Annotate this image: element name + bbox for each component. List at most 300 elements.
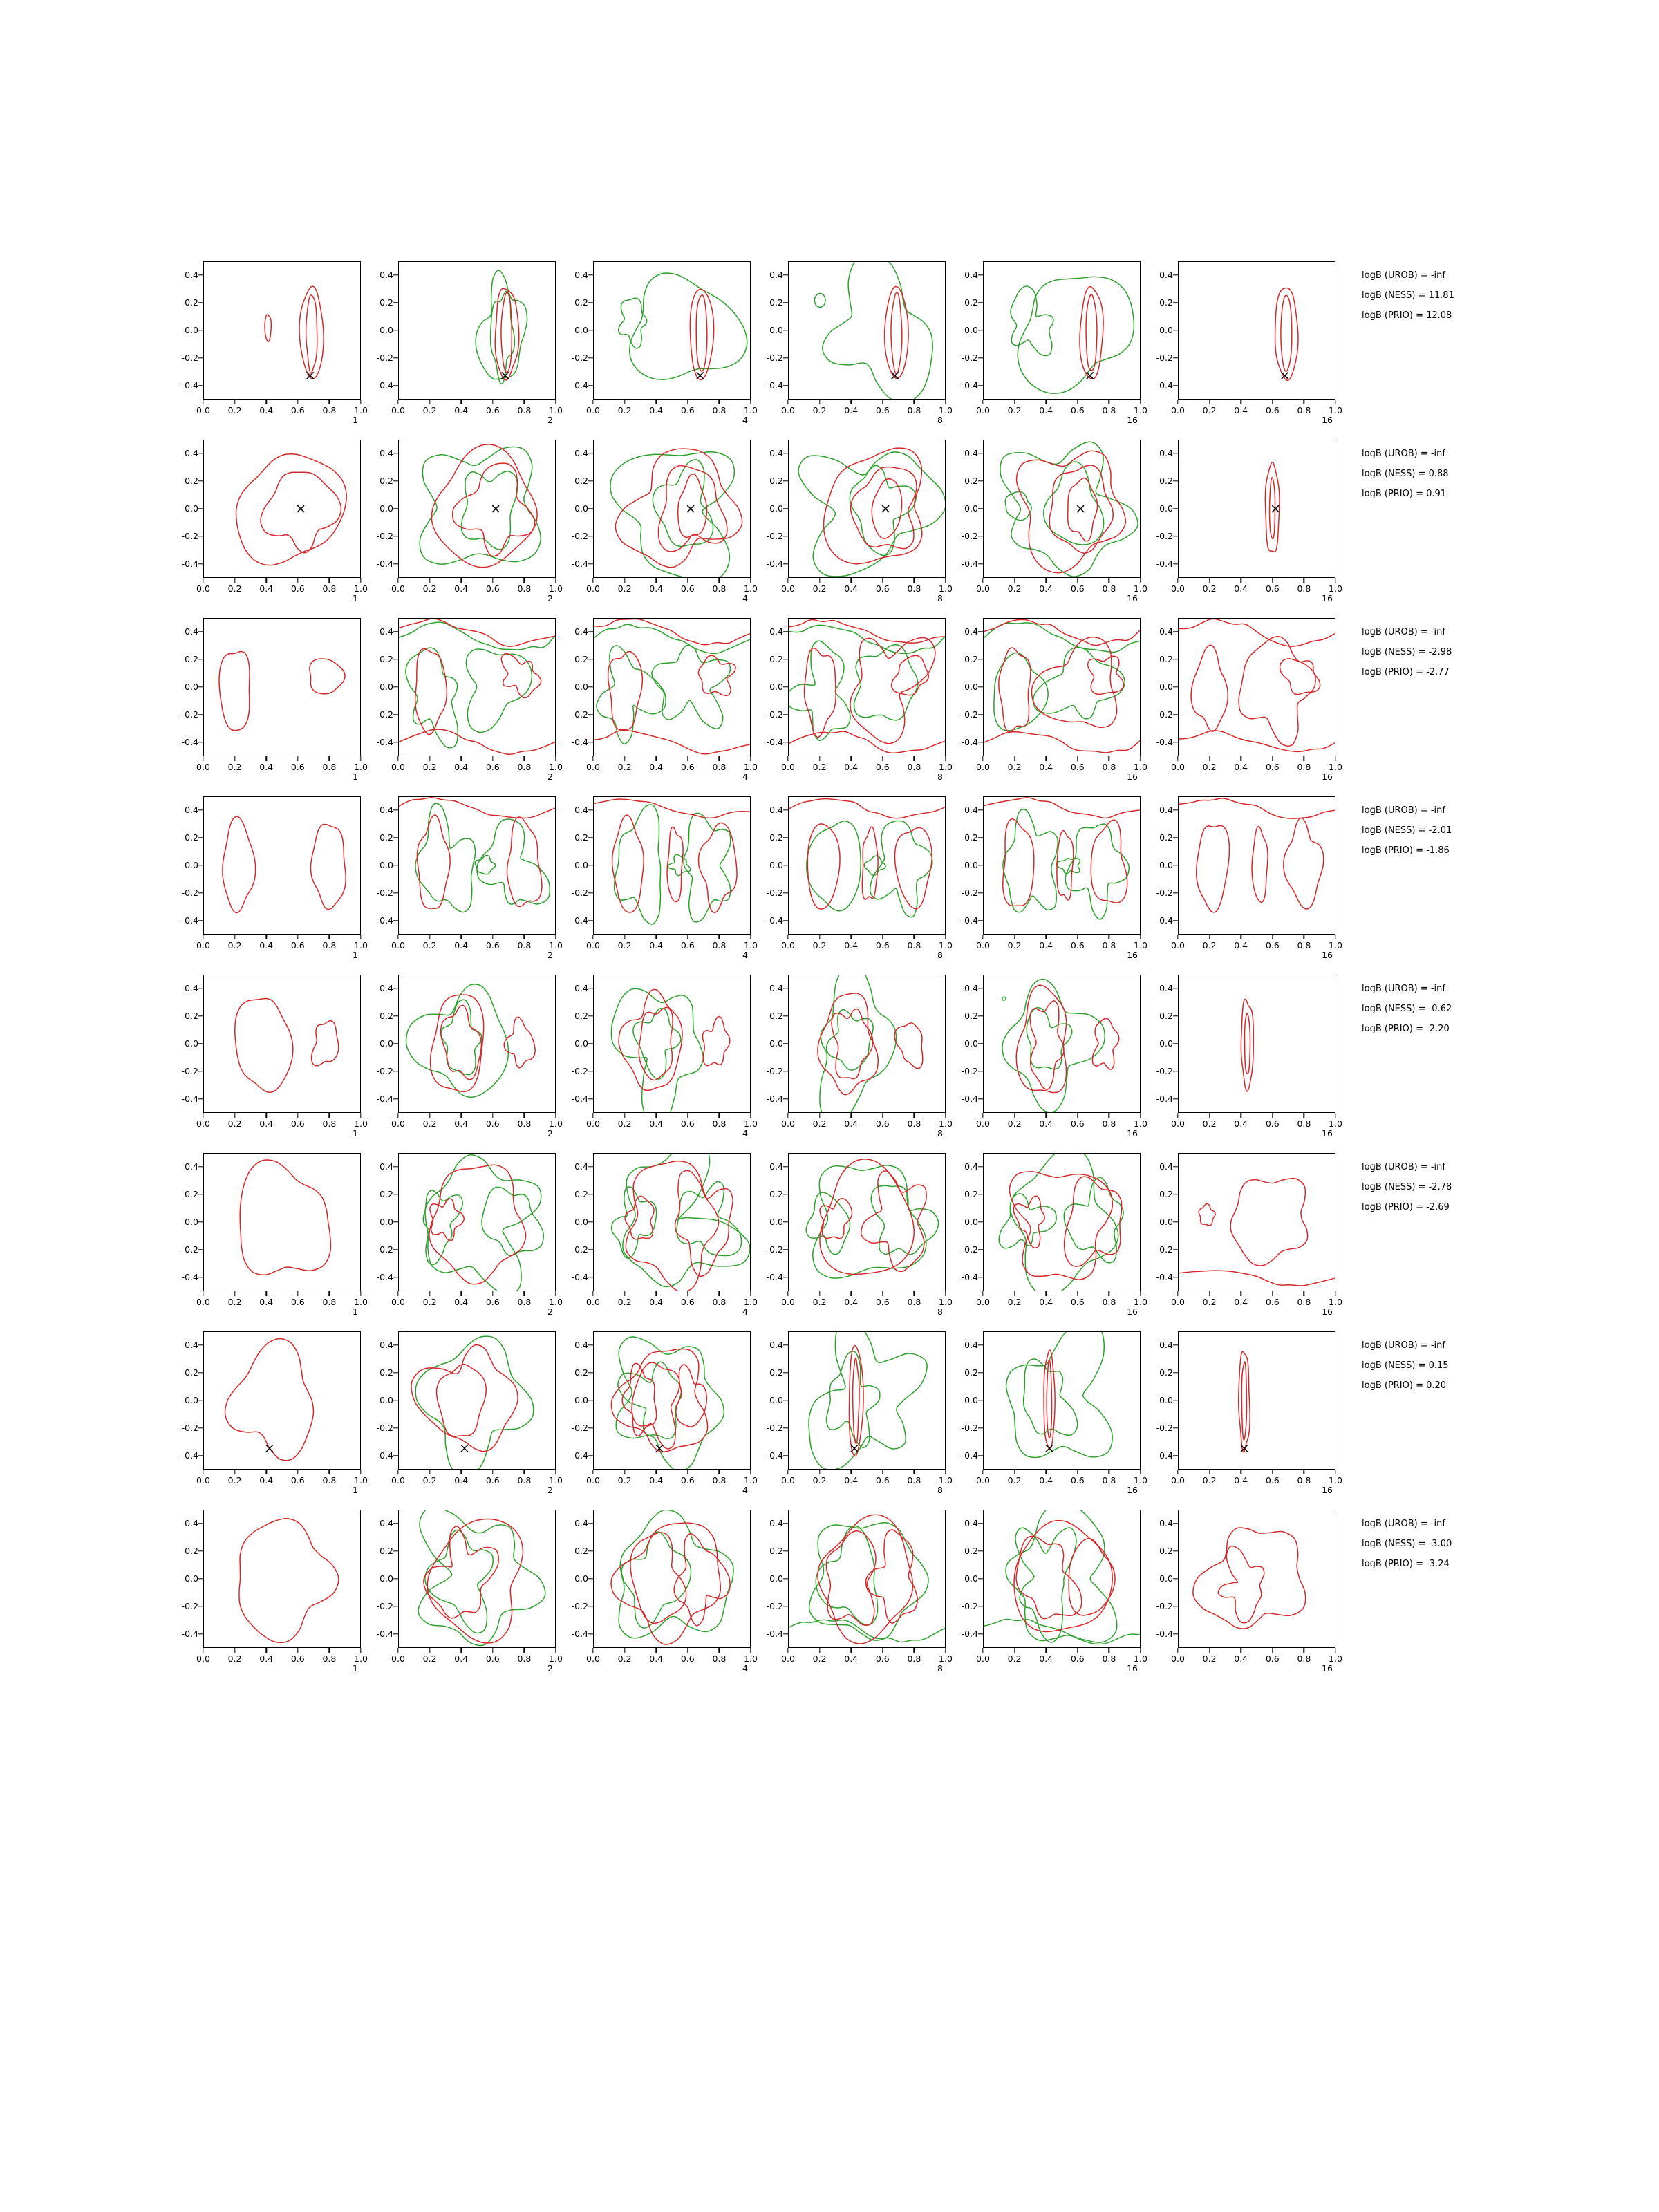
- panel-axes: [788, 261, 946, 400]
- x-tick-mark: [687, 935, 688, 939]
- x-tick-label: 0.8: [517, 1475, 532, 1485]
- y-tick-label: 0.0: [379, 1038, 393, 1049]
- y-tick-label: -0.4: [181, 558, 198, 569]
- red-contour: [594, 619, 750, 644]
- x-tick-label: 0.2: [1202, 762, 1217, 772]
- x-tick-mark: [914, 756, 915, 761]
- row-annotation-block: [1362, 806, 1452, 866]
- x-tick-label: 0.0: [1171, 1475, 1185, 1485]
- x-tick-mark: [592, 400, 593, 404]
- y-tick-label: 0.4: [1159, 447, 1173, 458]
- x-tick-label: 0.2: [617, 583, 632, 594]
- y-tick-label: -0.4: [766, 1450, 783, 1461]
- x-tick-label: 0.0: [196, 1297, 210, 1307]
- x-tick-label: 0.8: [1297, 940, 1311, 950]
- x-tick-mark: [360, 1648, 361, 1653]
- y-tick-mark: [978, 1427, 983, 1428]
- x-tick-label: 0.2: [1202, 583, 1217, 594]
- green-contour: [461, 471, 517, 550]
- x-tick-label: 1.0: [354, 1118, 368, 1129]
- panel-count-label: 16: [1127, 1127, 1138, 1138]
- y-tick-label: 0.2: [574, 297, 588, 308]
- green-contour: [814, 293, 825, 307]
- x-tick-mark: [1272, 1113, 1273, 1118]
- panel-count-label: 2: [547, 1484, 553, 1495]
- x-tick-mark: [1240, 1291, 1241, 1296]
- row-annotation-block: [1362, 1341, 1449, 1401]
- panel-count-label: 1: [353, 949, 358, 960]
- y-tick-mark: [783, 508, 788, 509]
- x-tick-label: 0.0: [976, 1297, 990, 1307]
- y-tick-mark: [198, 920, 203, 921]
- x-tick-mark: [1177, 1470, 1178, 1474]
- y-tick-label: 0.4: [379, 626, 393, 637]
- y-tick-mark: [978, 837, 983, 838]
- y-tick-label: 0.0: [1159, 1038, 1173, 1049]
- x-tick-mark: [1240, 935, 1241, 939]
- y-tick-mark: [198, 1015, 203, 1016]
- x-tick-mark: [882, 400, 883, 404]
- log-bayes-factor-text: logB (NESS) = -2.78: [1362, 1182, 1452, 1192]
- x-tick-label: 1.0: [939, 405, 953, 415]
- x-tick-mark: [429, 1113, 430, 1118]
- green-contour: [618, 1362, 681, 1438]
- panel-axes: [1178, 796, 1335, 935]
- green-contour: [418, 1510, 545, 1645]
- y-tick-mark: [198, 809, 203, 810]
- log-bayes-factor-text: logB (PRIO) = 12.08: [1362, 310, 1452, 321]
- red-contour: [612, 815, 644, 912]
- x-tick-label: 0.4: [259, 1653, 274, 1664]
- x-tick-mark: [1077, 578, 1078, 583]
- x-tick-label: 0.8: [322, 762, 337, 772]
- x-tick-label: 0.4: [1234, 583, 1248, 594]
- x-tick-label: 0.0: [781, 1297, 795, 1307]
- x-tick-mark: [555, 756, 556, 761]
- x-tick-mark: [234, 1113, 235, 1118]
- y-tick-label: 0.0: [964, 1573, 978, 1584]
- x-tick-mark: [429, 1291, 430, 1296]
- panel-axes: [593, 1153, 751, 1291]
- y-tick-mark: [783, 920, 788, 921]
- x-tick-label: 0.8: [907, 1118, 921, 1129]
- panel-axes: [203, 618, 361, 756]
- x-tick-mark: [982, 1113, 983, 1118]
- x-tick-label: 1.0: [1329, 1475, 1342, 1485]
- y-tick-mark: [978, 1633, 983, 1634]
- x-tick-label: 0.6: [680, 1653, 695, 1664]
- x-tick-label: 0.6: [680, 1475, 695, 1485]
- x-tick-mark: [882, 1470, 883, 1474]
- y-tick-mark: [393, 1455, 398, 1456]
- red-contour: [1080, 287, 1103, 379]
- x-tick-label: 1.0: [1134, 1118, 1147, 1129]
- red-contour: [699, 823, 737, 912]
- x-tick-mark: [719, 1291, 720, 1296]
- contour-panel: [1147, 791, 1342, 969]
- panel-axes: [398, 975, 556, 1113]
- y-tick-label: 0.4: [185, 982, 198, 993]
- x-tick-mark: [492, 1648, 493, 1653]
- y-tick-label: -0.4: [961, 1093, 978, 1104]
- x-tick-mark: [460, 1470, 461, 1474]
- x-tick-mark: [1140, 756, 1141, 761]
- y-tick-mark: [588, 1633, 593, 1634]
- y-tick-label: 0.2: [964, 297, 978, 308]
- x-tick-label: 1.0: [939, 940, 953, 950]
- x-tick-mark: [719, 400, 720, 404]
- y-tick-mark: [1173, 1523, 1178, 1524]
- x-tick-label: 0.4: [649, 940, 664, 950]
- y-tick-label: -0.4: [181, 1271, 198, 1282]
- panel-count-label: 2: [547, 1127, 553, 1138]
- y-tick-label: 0.4: [185, 447, 198, 458]
- panel-axes: [398, 1510, 556, 1648]
- y-tick-label: 0.4: [1159, 1339, 1173, 1350]
- x-tick-label: 0.0: [391, 583, 405, 594]
- y-tick-mark: [393, 686, 398, 687]
- panel-axes: [788, 1331, 946, 1470]
- red-contour: [1057, 831, 1074, 900]
- x-tick-label: 1.0: [549, 1653, 563, 1664]
- truth-marker-x: [297, 505, 304, 512]
- y-tick-mark: [1173, 563, 1178, 564]
- y-tick-label: 0.0: [185, 1216, 198, 1227]
- x-tick-mark: [592, 1291, 593, 1296]
- x-tick-label: 0.0: [391, 405, 405, 415]
- x-tick-label: 0.4: [649, 583, 664, 594]
- x-tick-mark: [1209, 756, 1210, 761]
- contour-panel: [758, 1326, 953, 1504]
- y-tick-mark: [783, 1578, 788, 1579]
- y-tick-label: -0.2: [571, 709, 588, 720]
- x-tick-label: 1.0: [1329, 1118, 1342, 1129]
- y-tick-mark: [978, 892, 983, 893]
- x-tick-label: 0.4: [844, 405, 859, 415]
- x-tick-label: 0.4: [1234, 1475, 1248, 1485]
- y-tick-mark: [198, 480, 203, 481]
- y-tick-label: 0.0: [769, 1038, 783, 1049]
- panel-axes: [983, 975, 1141, 1113]
- x-tick-label: 0.2: [617, 762, 632, 772]
- contour-panel: [1147, 434, 1342, 612]
- x-tick-mark: [329, 1291, 330, 1296]
- x-tick-mark: [1209, 1113, 1210, 1118]
- y-tick-mark: [783, 1372, 788, 1373]
- green-contour: [668, 854, 690, 875]
- panel-axes: [593, 1510, 751, 1648]
- x-tick-mark: [524, 1113, 525, 1118]
- y-tick-label: -0.4: [766, 379, 783, 391]
- row-annotation-block: [1362, 984, 1452, 1044]
- x-tick-mark: [945, 935, 946, 939]
- x-tick-mark: [460, 578, 461, 583]
- x-tick-mark: [1177, 400, 1178, 404]
- x-tick-mark: [719, 1470, 720, 1474]
- y-tick-mark: [783, 1455, 788, 1456]
- x-tick-mark: [555, 1470, 556, 1474]
- panel-count-label: 2: [547, 1662, 553, 1674]
- x-tick-mark: [1177, 756, 1178, 761]
- contour-panel: [953, 434, 1147, 612]
- x-tick-label: 0.8: [907, 405, 921, 415]
- y-tick-mark: [198, 1372, 203, 1373]
- x-tick-mark: [492, 400, 493, 404]
- x-tick-label: 0.6: [485, 1118, 500, 1129]
- y-tick-label: -0.2: [181, 1065, 198, 1076]
- x-tick-label: 0.8: [322, 1297, 337, 1307]
- panel-axes: [398, 1153, 556, 1291]
- y-tick-label: 0.4: [964, 447, 978, 458]
- contour-panel: [368, 1504, 563, 1683]
- x-tick-label: 0.6: [1070, 940, 1085, 950]
- x-tick-mark: [687, 1113, 688, 1118]
- x-tick-label: 0.0: [391, 1118, 405, 1129]
- y-tick-mark: [783, 1344, 788, 1345]
- panel-count-label: 4: [742, 1306, 748, 1317]
- x-tick-mark: [1140, 1291, 1141, 1296]
- x-tick-label: 0.2: [227, 940, 242, 950]
- panel-count-label: 8: [937, 1662, 943, 1674]
- x-tick-label: 0.8: [517, 405, 532, 415]
- x-tick-mark: [655, 1648, 656, 1653]
- x-tick-label: 0.6: [1070, 1297, 1085, 1307]
- x-tick-mark: [492, 1470, 493, 1474]
- y-tick-mark: [588, 686, 593, 687]
- y-tick-label: -0.2: [376, 1600, 393, 1611]
- panel-axes: [593, 440, 751, 578]
- y-tick-label: -0.4: [961, 379, 978, 391]
- y-tick-label: -0.2: [181, 352, 198, 363]
- y-tick-mark: [1173, 686, 1178, 687]
- x-tick-mark: [265, 1291, 266, 1296]
- x-tick-mark: [397, 935, 398, 939]
- x-tick-label: 0.4: [1039, 1297, 1053, 1307]
- y-tick-label: 0.2: [185, 653, 198, 664]
- x-tick-label: 0.8: [907, 583, 921, 594]
- x-tick-mark: [655, 756, 656, 761]
- x-tick-mark: [1045, 578, 1046, 583]
- red-contour: [894, 1023, 923, 1069]
- y-tick-mark: [1173, 714, 1178, 715]
- x-tick-label: 0.8: [322, 583, 337, 594]
- red-contour: [1017, 451, 1126, 572]
- y-tick-label: 0.2: [1159, 653, 1173, 664]
- red-contour: [789, 620, 945, 644]
- x-tick-mark: [1140, 935, 1141, 939]
- y-tick-mark: [588, 892, 593, 893]
- red-contour: [431, 995, 484, 1091]
- x-tick-label: 0.6: [1265, 762, 1280, 772]
- y-tick-mark: [978, 1043, 983, 1044]
- x-tick-mark: [1014, 756, 1015, 761]
- y-tick-label: 0.0: [964, 1216, 978, 1227]
- y-tick-mark: [588, 1043, 593, 1044]
- x-tick-label: 0.0: [1171, 940, 1185, 950]
- y-tick-label: -0.2: [181, 1422, 198, 1433]
- red-contour: [674, 1534, 730, 1626]
- x-tick-label: 0.4: [454, 1653, 469, 1664]
- y-tick-mark: [978, 302, 983, 303]
- x-tick-label: 0.8: [517, 762, 532, 772]
- x-tick-label: 0.2: [227, 1653, 242, 1664]
- x-tick-label: 0.0: [586, 583, 600, 594]
- red-contour: [594, 799, 750, 818]
- y-tick-label: -0.4: [766, 558, 783, 569]
- y-tick-label: -0.4: [1156, 558, 1173, 569]
- red-contour: [1241, 1362, 1246, 1440]
- contour-panel: [953, 612, 1147, 791]
- y-tick-mark: [1173, 357, 1178, 358]
- x-tick-label: 0.2: [422, 762, 437, 772]
- x-tick-label: 0.8: [907, 1475, 921, 1485]
- y-tick-mark: [1173, 1166, 1178, 1167]
- y-tick-label: -0.2: [181, 887, 198, 898]
- x-tick-mark: [655, 935, 656, 939]
- y-tick-label: 0.2: [185, 475, 198, 486]
- x-tick-label: 0.8: [517, 583, 532, 594]
- x-tick-label: 1.0: [744, 1653, 758, 1664]
- contour-panel: [368, 612, 563, 791]
- y-tick-mark: [783, 1427, 788, 1428]
- y-tick-mark: [393, 563, 398, 564]
- y-tick-label: -0.2: [1156, 1065, 1173, 1076]
- x-tick-label: 1.0: [549, 583, 563, 594]
- red-contour: [696, 295, 707, 371]
- y-tick-mark: [1173, 1550, 1178, 1551]
- log-bayes-factor-text: logB (NESS) = -2.98: [1362, 647, 1452, 657]
- y-tick-label: -0.4: [376, 379, 393, 391]
- y-tick-label: 0.4: [1159, 982, 1173, 993]
- y-tick-label: -0.2: [376, 352, 393, 363]
- panel-count-label: 16: [1322, 1484, 1333, 1495]
- y-tick-label: -0.2: [571, 1065, 588, 1076]
- log-bayes-factor-text: logB (UROB) = -inf: [1362, 1519, 1445, 1529]
- y-tick-label: -0.4: [571, 736, 588, 747]
- x-tick-label: 0.6: [1265, 1297, 1280, 1307]
- x-tick-label: 0.0: [196, 405, 210, 415]
- panel-axes: [788, 796, 946, 935]
- red-contour: [690, 290, 713, 380]
- y-tick-mark: [978, 480, 983, 481]
- green-contour: [1003, 809, 1058, 912]
- x-tick-label: 0.0: [196, 1653, 210, 1664]
- y-tick-mark: [393, 357, 398, 358]
- x-tick-label: 0.4: [844, 1475, 859, 1485]
- y-tick-label: -0.2: [961, 1600, 978, 1611]
- x-tick-label: 0.2: [227, 583, 242, 594]
- y-tick-label: -0.4: [1156, 379, 1173, 391]
- y-tick-label: 0.2: [379, 1010, 393, 1021]
- x-tick-mark: [429, 756, 430, 761]
- y-tick-mark: [978, 686, 983, 687]
- x-tick-mark: [819, 578, 820, 583]
- red-contour: [312, 1021, 339, 1066]
- y-tick-label: 0.2: [379, 475, 393, 486]
- contour-panel: [563, 969, 758, 1147]
- y-tick-label: 0.0: [379, 859, 393, 870]
- y-tick-mark: [1173, 1578, 1178, 1579]
- green-contour: [984, 623, 1140, 653]
- x-tick-label: 0.6: [875, 1297, 890, 1307]
- x-tick-mark: [624, 1291, 625, 1296]
- x-tick-label: 0.6: [1070, 1475, 1085, 1485]
- y-tick-mark: [198, 385, 203, 386]
- contour-panel: [1147, 1147, 1342, 1326]
- x-tick-mark: [687, 400, 688, 404]
- y-tick-label: 0.0: [574, 681, 588, 692]
- x-tick-label: 0.2: [227, 1118, 242, 1129]
- panel-axes: [1178, 1510, 1335, 1648]
- x-tick-label: 0.8: [1297, 1653, 1311, 1664]
- red-contour: [1245, 1013, 1250, 1074]
- x-tick-label: 0.4: [259, 940, 274, 950]
- contour-panel: [563, 791, 758, 969]
- green-contour: [864, 856, 885, 875]
- y-tick-mark: [1173, 480, 1178, 481]
- red-contour: [1044, 1350, 1055, 1449]
- y-tick-label: 0.2: [769, 1367, 783, 1378]
- x-tick-mark: [719, 935, 720, 939]
- y-tick-label: -0.2: [961, 530, 978, 541]
- y-tick-label: 0.2: [185, 1010, 198, 1021]
- panel-count-label: 2: [547, 592, 553, 603]
- panel-count-label: 8: [937, 1306, 943, 1317]
- x-tick-label: 0.4: [259, 583, 274, 594]
- x-tick-mark: [524, 1291, 525, 1296]
- red-contour: [504, 1017, 535, 1067]
- x-tick-mark: [719, 1648, 720, 1653]
- log-bayes-factor-text: logB (NESS) = 0.88: [1362, 469, 1449, 479]
- panel-count-label: 16: [1322, 414, 1333, 425]
- x-tick-label: 0.0: [976, 1653, 990, 1664]
- y-tick-label: 0.0: [574, 1573, 588, 1584]
- y-tick-label: -0.2: [1156, 352, 1173, 363]
- green-contour: [623, 1154, 750, 1286]
- x-tick-mark: [1014, 578, 1015, 583]
- x-tick-label: 1.0: [354, 762, 368, 772]
- x-tick-label: 0.8: [1102, 762, 1116, 772]
- x-tick-label: 0.6: [290, 940, 305, 950]
- x-tick-label: 0.2: [617, 940, 632, 950]
- x-tick-mark: [297, 1470, 298, 1474]
- x-tick-label: 0.6: [875, 405, 890, 415]
- y-tick-label: 0.0: [964, 681, 978, 692]
- x-tick-label: 0.0: [586, 762, 600, 772]
- y-tick-label: -0.4: [961, 1450, 978, 1461]
- y-tick-mark: [198, 1550, 203, 1551]
- x-tick-mark: [555, 1648, 556, 1653]
- red-contour: [299, 286, 324, 379]
- x-tick-label: 0.4: [259, 1297, 274, 1307]
- x-tick-mark: [787, 578, 788, 583]
- y-tick-mark: [978, 1578, 983, 1579]
- x-tick-mark: [397, 1470, 398, 1474]
- truth-marker-x: [492, 505, 499, 512]
- y-tick-label: -0.2: [571, 1422, 588, 1433]
- panel-count-label: 2: [547, 1306, 553, 1317]
- red-contour: [619, 989, 682, 1090]
- y-tick-label: -0.4: [376, 1271, 393, 1282]
- y-tick-mark: [198, 274, 203, 275]
- green-contour: [809, 1332, 927, 1469]
- y-tick-label: 0.4: [379, 269, 393, 280]
- x-tick-label: 1.0: [354, 583, 368, 594]
- red-contour: [1230, 1179, 1308, 1266]
- x-tick-mark: [1209, 1648, 1210, 1653]
- red-contour: [1197, 825, 1230, 912]
- panel-count-label: 16: [1322, 771, 1333, 782]
